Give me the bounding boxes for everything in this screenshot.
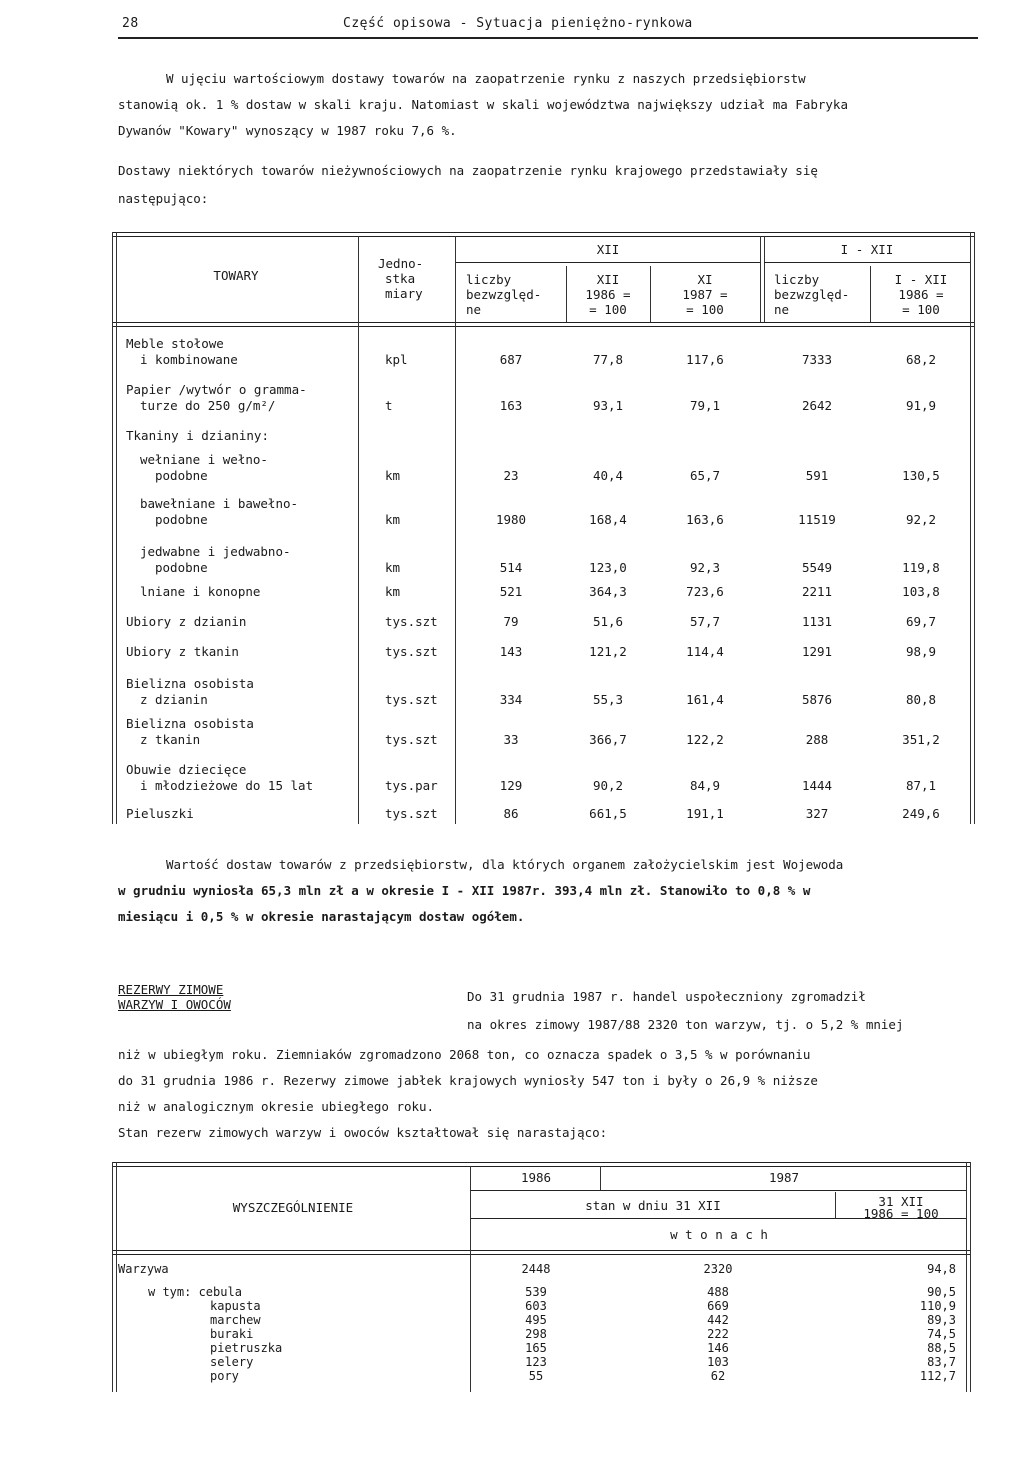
cell-abs-i-xii: 1444 <box>801 778 833 793</box>
table2-header-pct-line-1: 31 XII <box>878 1194 924 1209</box>
cell-pct-i-xii-1986: 91,9 <box>905 398 937 413</box>
paragraph-3-line-3: miesiącu i 0,5 % w okresie narastającym dostaw ogółem. <box>118 909 525 924</box>
table2-cell-pct: 89,3 <box>927 1313 956 1327</box>
cell-pct-xi-1987: 191,1 <box>686 806 724 821</box>
cell-unit: t <box>385 398 393 413</box>
cell-pct-xii-1986: 77,8 <box>592 352 624 367</box>
row-label-line-1: Tkaniny i dzianiny: <box>126 428 269 443</box>
cell-pct-xii-1986: 51,6 <box>592 614 624 629</box>
cell-abs-xii: 163 <box>499 398 523 413</box>
cell-abs-xii: 23 <box>503 468 519 483</box>
table2-header-stan: stan w dniu 31 XII <box>585 1198 721 1213</box>
cell-abs-i-xii: 591 <box>805 468 829 483</box>
cell-abs-i-xii: 5549 <box>801 560 833 575</box>
cell-abs-xii: 334 <box>499 692 523 707</box>
cell-unit: kpl <box>385 352 408 367</box>
table2-cell-1986: 55 <box>528 1369 544 1383</box>
cell-pct-i-xii-1986: 119,8 <box>902 560 940 575</box>
header-unit-line-1: Jedno- <box>378 256 424 271</box>
table2-cell-pct: 110,9 <box>919 1299 956 1313</box>
table2-row-label: kapusta <box>210 1299 261 1313</box>
cell-pct-xi-1987: 79,1 <box>689 398 721 413</box>
cell-abs-xii: 129 <box>499 778 523 793</box>
cell-pct-xi-1987: 117,6 <box>686 352 724 367</box>
header-abs-line-2: bezwzględ- <box>466 287 542 302</box>
table2-cell-1986: 539 <box>525 1285 547 1299</box>
header-group-xii: XII <box>596 242 620 257</box>
table-divider-towary <box>358 236 359 824</box>
cell-abs-xii: 521 <box>499 584 523 599</box>
cell-pct-i-xii-1986: 87,1 <box>905 778 937 793</box>
cell-abs-xii: 687 <box>499 352 523 367</box>
table2-cell-1987: 146 <box>707 1341 729 1355</box>
table2-header-tonach: w t o n a c h <box>670 1227 768 1242</box>
header-abs-line-3: ne <box>466 302 482 317</box>
page-number: 28 <box>122 16 139 31</box>
table2-row-label: buraki <box>210 1327 254 1341</box>
cell-abs-i-xii: 2211 <box>801 584 833 599</box>
table2-cell-pct: 83,7 <box>927 1355 956 1369</box>
cell-pct-xii-1986: 121,2 <box>589 644 627 659</box>
section-heading-line-1: REZERWY ZIMOWE <box>118 982 224 997</box>
table-divider-c2 <box>650 266 651 322</box>
header-c1-line-3: = 100 <box>589 302 627 317</box>
header-c2-line-2: 1987 = <box>682 287 728 302</box>
header-towary: TOWARY <box>213 268 259 283</box>
cell-pct-i-xii-1986: 130,5 <box>902 468 940 483</box>
row-label-line-1: Papier /wytwór o gramma- <box>126 382 307 397</box>
cell-abs-i-xii: 7333 <box>801 352 833 367</box>
cell-pct-xi-1987: 84,9 <box>689 778 721 793</box>
cell-pct-xi-1987: 163,6 <box>686 512 724 527</box>
cell-abs-i-xii: 327 <box>805 806 829 821</box>
cell-unit: tys.par <box>385 778 438 793</box>
table2-header-1987: 1987 <box>768 1170 800 1185</box>
paragraph-1-line-3: Dywanów "Kowary" wynoszący w 1987 roku 7,6 %. <box>118 123 457 138</box>
header-rule <box>118 37 978 39</box>
table2-cell-1987: 2320 <box>703 1262 733 1276</box>
section-line-2: na okres zimowy 1987/88 2320 ton warzyw, tj. o 5,2 % mniej <box>467 1017 904 1032</box>
row-label-line-1: lniane i konopne <box>140 584 261 599</box>
cell-unit: km <box>385 468 401 483</box>
table2-cell-1986: 2448 <box>521 1262 551 1276</box>
table2-cell-1987: 62 <box>710 1369 726 1383</box>
table2-left-border <box>112 1162 117 1392</box>
row-label-line-2: i młodzieżowe do 15 lat <box>140 778 314 793</box>
table2-cell-1987: 442 <box>707 1313 729 1327</box>
cell-pct-xii-1986: 364,3 <box>589 584 627 599</box>
table2-cell-pct: 88,5 <box>927 1341 956 1355</box>
cell-pct-xii-1986: 123,0 <box>589 560 627 575</box>
table2-header-wyszczegolnienie: WYSZCZEGÓLNIENIE <box>232 1200 354 1215</box>
cell-pct-i-xii-1986: 80,8 <box>905 692 937 707</box>
cell-unit: km <box>385 560 401 575</box>
table2-row-label: Warzywa <box>118 1262 169 1276</box>
section-line-6: Stan rezerw zimowych warzyw i owoców kształtował się narastająco: <box>118 1125 608 1140</box>
table2-cell-1986: 123 <box>525 1355 547 1369</box>
header-c2-line-3: = 100 <box>686 302 724 317</box>
row-label-line-2: i kombinowane <box>140 352 238 367</box>
row-label-line-2: z tkanin <box>140 732 201 747</box>
header-abs2-line-3: ne <box>774 302 790 317</box>
table-top-rule <box>112 232 974 237</box>
cell-abs-xii: 143 <box>499 644 523 659</box>
row-label-line-1: Ubiory z tkanin <box>126 644 239 659</box>
cell-pct-i-xii-1986: 68,2 <box>905 352 937 367</box>
header-unit-line-3: miary <box>385 286 423 301</box>
header-abs-line-1: liczby <box>466 272 512 287</box>
table2-cell-1986: 298 <box>525 1327 547 1341</box>
table2-divider-a <box>600 1166 601 1190</box>
header-c3-line-2: 1986 = <box>898 287 944 302</box>
cell-pct-i-xii-1986: 92,2 <box>905 512 937 527</box>
cell-unit: km <box>385 584 401 599</box>
cell-pct-xii-1986: 55,3 <box>592 692 624 707</box>
table2-cell-pct: 94,8 <box>927 1262 956 1276</box>
table2-cell-1987: 488 <box>707 1285 729 1299</box>
table2-header-1986: 1986 <box>520 1170 552 1185</box>
cell-pct-i-xii-1986: 249,6 <box>902 806 940 821</box>
table2-year-rule <box>471 1190 966 1191</box>
cell-pct-xi-1987: 57,7 <box>689 614 721 629</box>
cell-pct-xi-1987: 92,3 <box>689 560 721 575</box>
cell-unit: km <box>385 512 401 527</box>
cell-unit: tys.szt <box>385 806 438 821</box>
table-header-bottom-rule <box>112 322 974 327</box>
cell-abs-i-xii: 11519 <box>798 512 836 527</box>
row-label-line-1: Bielizna osobista <box>126 676 254 691</box>
section-heading-line-2: WARZYW I OWOCÓW <box>118 997 231 1012</box>
row-label-line-1: Ubiory z dzianin <box>126 614 247 629</box>
cell-abs-xii: 1980 <box>495 512 527 527</box>
table2-right-border <box>966 1162 971 1392</box>
paragraph-2-line-1: Dostawy niektórych towarów nieżywnościowych na zaopatrzenie rynku krajowego przedstawiały się <box>118 163 818 178</box>
cell-pct-xi-1987: 65,7 <box>689 468 721 483</box>
table2-header-bottom-rule <box>112 1250 970 1255</box>
cell-abs-xii: 79 <box>503 614 519 629</box>
table2-row-label: pietruszka <box>210 1341 283 1355</box>
row-label-line-1: Obuwie dziecięce <box>126 762 247 777</box>
table2-cell-pct: 74,5 <box>927 1327 956 1341</box>
header-c3-line-3: = 100 <box>902 302 940 317</box>
row-label-line-2: podobne <box>155 560 208 575</box>
table2-row-label: pory <box>210 1369 239 1383</box>
table2-row-label: selery <box>210 1355 254 1369</box>
section-line-1: Do 31 grudnia 1987 r. handel uspołeczniony zgromadził <box>467 989 866 1004</box>
cell-unit: tys.szt <box>385 614 438 629</box>
table2-top-rule <box>112 1162 970 1167</box>
table2-cell-1987: 222 <box>707 1327 729 1341</box>
paragraph-3-line-1: Wartość dostaw towarów z przedsiębiorstw, dla których organem założycielskim jest Wojewoda <box>166 857 844 872</box>
header-abs2-line-1: liczby <box>774 272 820 287</box>
group-xii-rule <box>456 262 760 263</box>
cell-pct-xi-1987: 161,4 <box>686 692 724 707</box>
row-label-line-1: Bielizna osobista <box>126 716 254 731</box>
cell-abs-xii: 514 <box>499 560 523 575</box>
cell-unit: tys.szt <box>385 644 438 659</box>
cell-pct-xi-1987: 723,6 <box>686 584 724 599</box>
cell-abs-xii: 86 <box>503 806 519 821</box>
paragraph-2-line-2: następująco: <box>118 191 209 206</box>
row-label-line-2: z dzianin <box>140 692 208 707</box>
header-c1-line-2: 1986 = <box>585 287 631 302</box>
header-c3-line-1: I - XII <box>894 272 948 287</box>
section-line-3: niż w ubiegłym roku. Ziemniaków zgromadzono 2068 ton, co oznacza spadek o 3,5 % w porównaniu <box>118 1047 811 1062</box>
header-unit-line-2: stka <box>385 271 416 286</box>
cell-pct-xii-1986: 93,1 <box>592 398 624 413</box>
row-label-line-1: wełniane i wełno- <box>140 452 268 467</box>
cell-pct-xii-1986: 90,2 <box>592 778 624 793</box>
row-label-line-2: turze do 250 g/m²/ <box>140 398 276 413</box>
table2-header-pct-line-2: 1986 = 100 <box>863 1206 939 1221</box>
header-group-i-xii: I - XII <box>840 242 894 257</box>
cell-pct-xi-1987: 122,2 <box>686 732 724 747</box>
table2-row-label: marchew <box>210 1313 261 1327</box>
row-label-line-2: podobne <box>155 468 208 483</box>
row-label-line-1: Meble stołowe <box>126 336 224 351</box>
cell-abs-i-xii: 1131 <box>801 614 833 629</box>
paragraph-1-line-2: stanowią ok. 1 % dostaw w skali kraju. Natomiast w skali województwa największy udział ma Fabryka <box>118 97 848 112</box>
section-line-4: do 31 grudnia 1986 r. Rezerwy zimowe jabłek krajowych wyniosły 547 ton i były o 26,9 % niższe <box>118 1073 818 1088</box>
header-c2-line-1: XI <box>697 272 713 287</box>
cell-abs-i-xii: 5876 <box>801 692 833 707</box>
header-abs2-line-2: bezwzględ- <box>774 287 850 302</box>
header-c1-line-1: XII <box>596 272 620 287</box>
row-label-line-1: jedwabne i jedwabno- <box>140 544 291 559</box>
cell-pct-xii-1986: 40,4 <box>592 468 624 483</box>
table-right-border <box>970 232 975 824</box>
cell-abs-i-xii: 2642 <box>801 398 833 413</box>
table-divider-c4 <box>870 266 871 322</box>
cell-pct-xii-1986: 168,4 <box>589 512 627 527</box>
group-i-xii-rule <box>764 262 970 263</box>
cell-pct-i-xii-1986: 98,9 <box>905 644 937 659</box>
table2-cell-1986: 165 <box>525 1341 547 1355</box>
running-title: Część opisowa - Sytuacja pieniężno-rynkowa <box>343 16 693 31</box>
row-label-line-1: bawełniane i bawełno- <box>140 496 299 511</box>
cell-abs-i-xii: 288 <box>805 732 829 747</box>
table-left-border <box>112 232 117 824</box>
cell-pct-i-xii-1986: 351,2 <box>902 732 940 747</box>
paragraph-1-line-1: W ujęciu wartościowym dostawy towarów na zaopatrzenie rynku z naszych przedsiębiorstw <box>166 71 806 86</box>
cell-unit: tys.szt <box>385 732 438 747</box>
table2-cell-1987: 103 <box>707 1355 729 1369</box>
table2-cell-1986: 603 <box>525 1299 547 1313</box>
table-divider-c1 <box>566 266 567 322</box>
table2-cell-1987: 669 <box>707 1299 729 1313</box>
row-label-line-2: podobne <box>155 512 208 527</box>
table2-row-label: w tym: cebula <box>148 1285 242 1299</box>
paragraph-3-line-2: w grudniu wyniosła 65,3 mln zł a w okresie I - XII 1987r. 393,4 mln zł. Stanowiło to 0,8 % w <box>118 883 811 898</box>
cell-pct-i-xii-1986: 103,8 <box>902 584 940 599</box>
table2-cell-1986: 495 <box>525 1313 547 1327</box>
cell-unit: tys.szt <box>385 692 438 707</box>
cell-abs-i-xii: 1291 <box>801 644 833 659</box>
row-label-line-1: Pieluszki <box>126 806 194 821</box>
section-line-5: niż w analogicznym okresie ubiegłego roku. <box>118 1099 435 1114</box>
table2-divider-label <box>470 1166 471 1392</box>
cell-pct-xii-1986: 661,5 <box>589 806 627 821</box>
cell-abs-xii: 33 <box>503 732 519 747</box>
cell-pct-xii-1986: 366,7 <box>589 732 627 747</box>
table2-cell-pct: 90,5 <box>927 1285 956 1299</box>
table2-cell-pct: 112,7 <box>919 1369 956 1383</box>
cell-pct-xi-1987: 114,4 <box>686 644 724 659</box>
cell-pct-i-xii-1986: 69,7 <box>905 614 937 629</box>
